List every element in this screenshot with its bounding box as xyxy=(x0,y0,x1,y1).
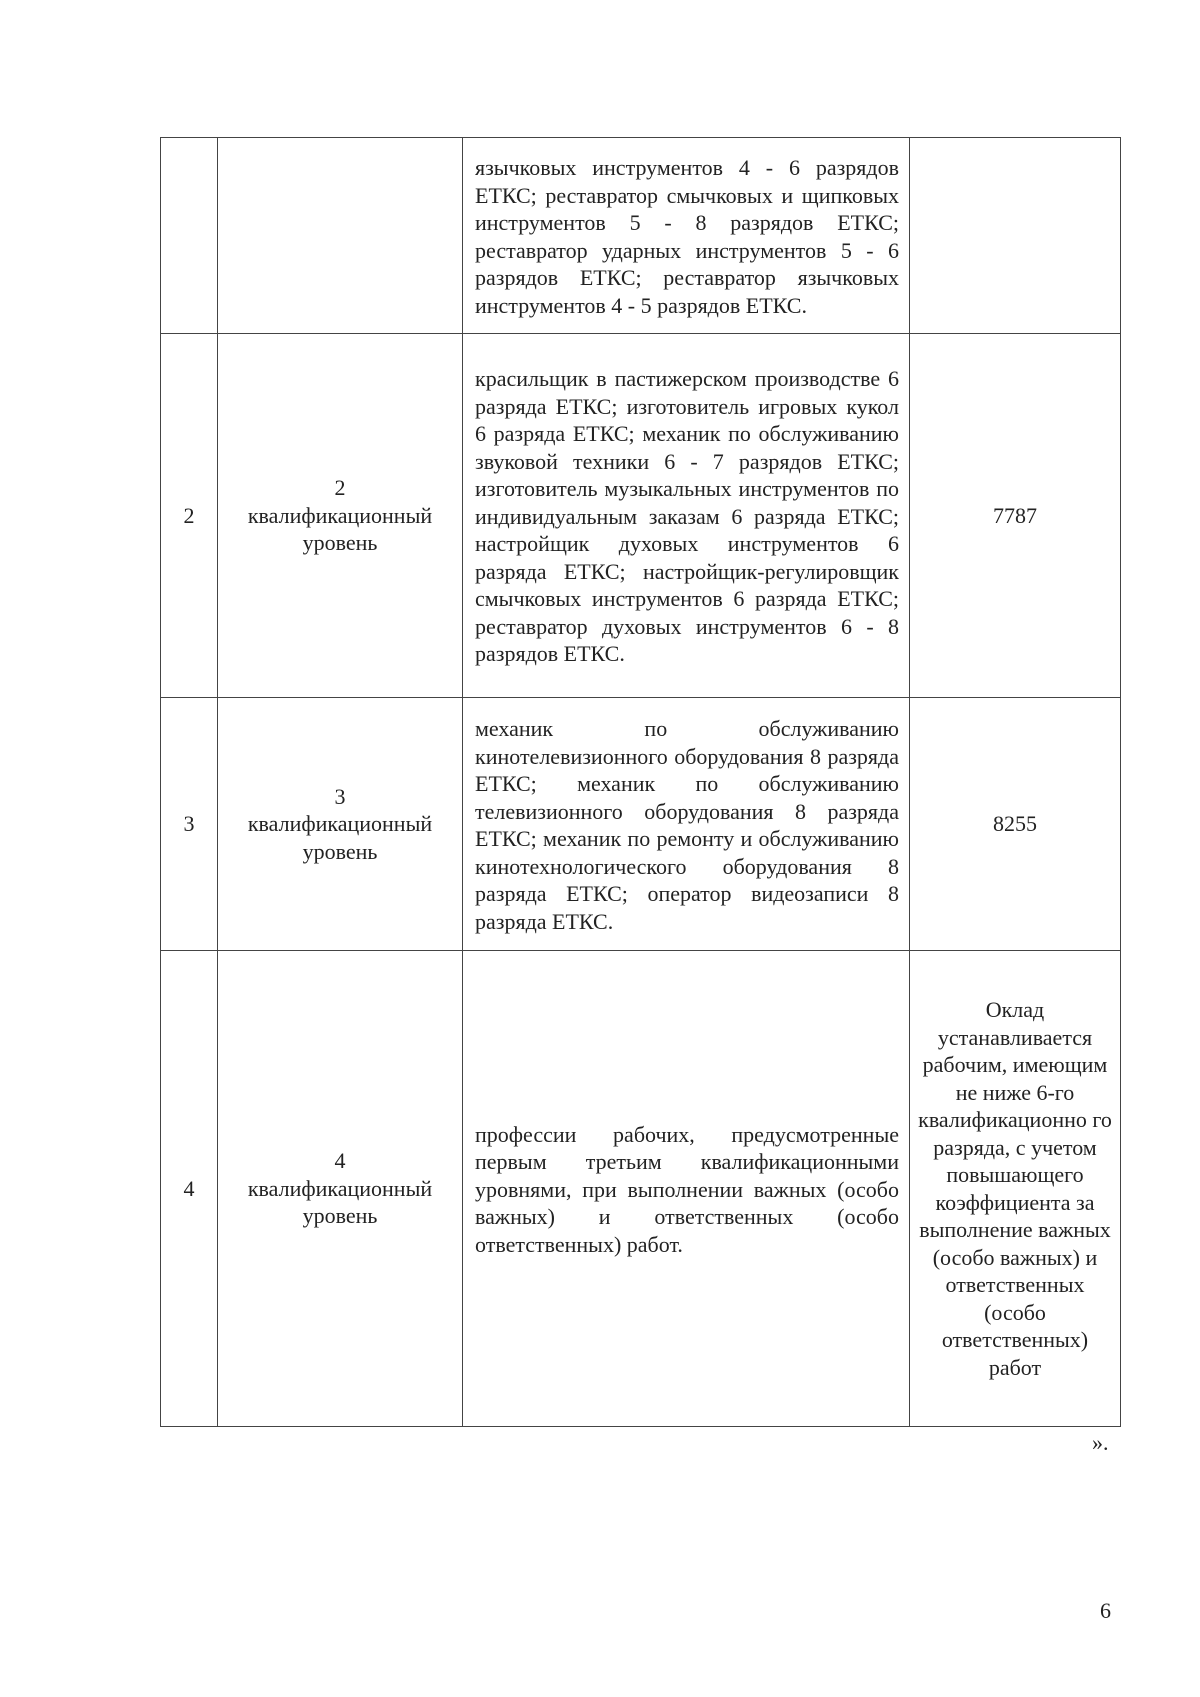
level-word: квалификационный xyxy=(247,1175,433,1201)
salary-cell: 8255 xyxy=(910,698,1121,951)
professions-cell xyxy=(463,698,910,951)
level-number: 4 xyxy=(334,1148,346,1174)
salary-cell xyxy=(910,138,1121,334)
level-word: квалификационный xyxy=(247,811,433,837)
professions-cell xyxy=(463,334,910,698)
professions-text: язычковых инструментов 4 - 6 разрядов ЕТКС; реставратор смычковых и щипковых инструментов 5 - 8 разрядов ЕТКС; реставратор ударных инструментов 5 - 6 разрядов ЕТКС; реставратор язычковых инструментов 4 - 5 разрядов ЕТКС. xyxy=(475,155,899,318)
professions-cell xyxy=(463,951,910,1427)
level-tail: уровень xyxy=(302,838,378,864)
salary-cell: 7787 xyxy=(910,334,1121,698)
level-number: 2 xyxy=(334,475,346,501)
qualification-level xyxy=(218,698,463,951)
professions-text: красильщик в пастижерском производстве 6 разряда ЕТКС; изготовитель игровых кукол 6 разряда ЕТКС; механик по обслуживанию звуковой техники 6 - 7 разрядов ЕТКС; изготовитель музыкальных инструментов по индивидуальным заказам 6 разряда ЕТКС; настройщик духовых инструментов 6 разряда ЕТКС; настройщик-регулировщик смычковых инструментов 6 разряда ЕТКС; реставратор духовых инструментов 6 - 8 разрядов ЕТКС. xyxy=(475,366,899,667)
table-row xyxy=(161,951,1121,1427)
qualification-level xyxy=(218,138,463,334)
row-number: 3 xyxy=(161,698,218,951)
level-tail: уровень xyxy=(302,530,378,556)
level-word: квалификационный xyxy=(247,502,433,528)
level-number: 3 xyxy=(334,783,346,809)
level-tail: уровень xyxy=(302,1203,378,1229)
table-row xyxy=(161,334,1121,698)
table-row xyxy=(161,138,1121,334)
qualification-table xyxy=(160,137,1121,1427)
professions-cell xyxy=(463,138,910,334)
professions-text: механик по обслуживанию кинотелевизионного оборудования 8 разряда ЕТКС; механик по обслуживанию телевизионного оборудования 8 разряда ЕТКС; механик по ремонту и обслуживанию кинотехнологического оборудования 8 разряда ЕТКС; оператор видеозаписи 8 разряда ЕТКС. xyxy=(475,716,899,934)
row-number xyxy=(161,138,218,334)
row-number: 4 xyxy=(161,951,218,1427)
row-number: 2 xyxy=(161,334,218,698)
closing-quote: ». xyxy=(1092,1430,1109,1455)
table-row xyxy=(161,698,1121,951)
page-number: 6 xyxy=(1100,1598,1111,1623)
qualification-level xyxy=(218,334,463,698)
salary-note-cell: Оклад устанавливается рабочим, имеющим не ниже 6-го квалификационно го разряда, с учетом повышающего коэффициента за выполнение важных (особо важных) и ответственных (особо ответственных) работ xyxy=(910,951,1121,1427)
professions-text: профессии рабочих, предусмотренные первым третьим квалификационными уровнями, при выполнении важных (особо важных) и ответственных (особо ответственных) работ. xyxy=(475,1121,899,1257)
qualification-level xyxy=(218,951,463,1427)
